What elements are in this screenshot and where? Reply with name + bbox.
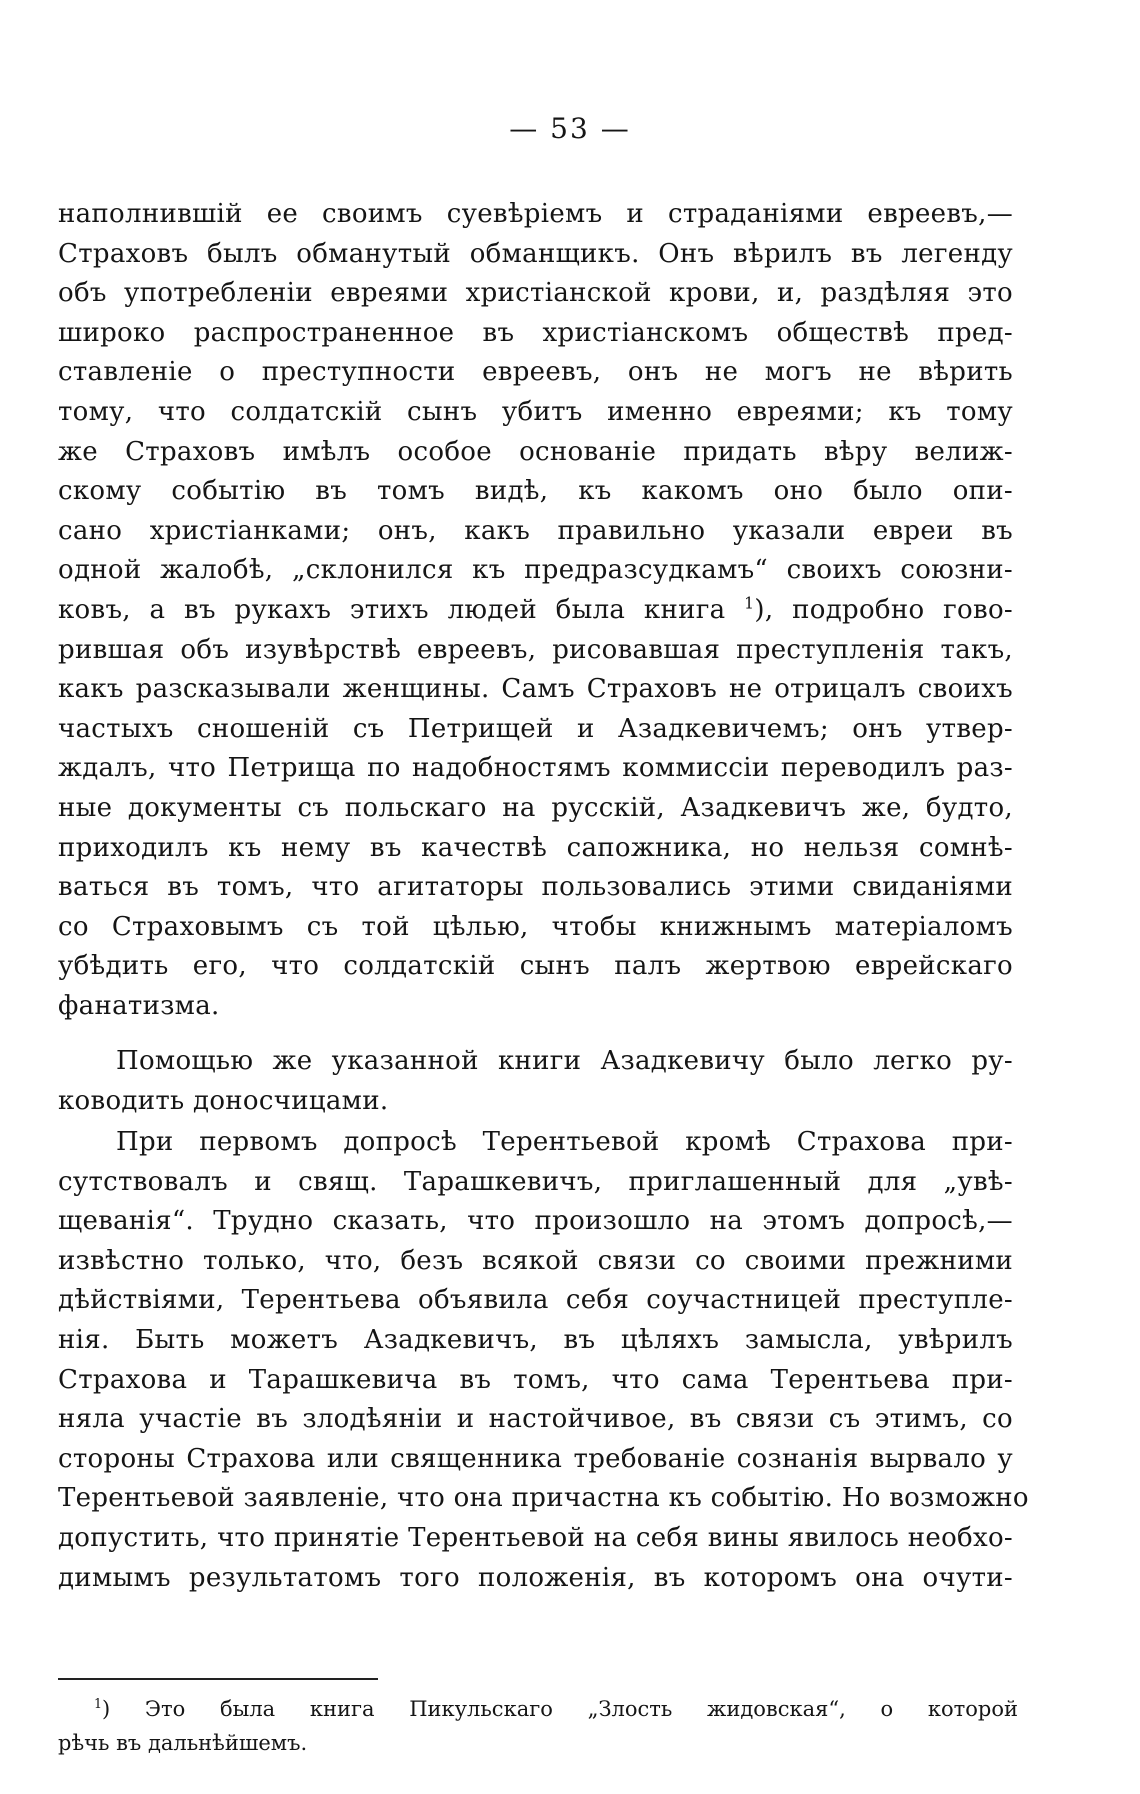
text-line: одной жалобѣ, „склонился къ предразсудкамъ“ своихъ союзни- <box>58 555 1013 586</box>
text-line: какъ разсказывали женщины. Самъ Страховъ не отрицалъ своихъ <box>58 674 1013 705</box>
text-line: сано христіанками; онъ, какъ правильно указали евреи въ <box>58 515 1013 546</box>
text-line: приходилъ къ нему въ качествѣ сапожника, но нельзя сомнѣ- <box>58 832 1013 863</box>
text-line: ководить доносчицами. <box>58 1085 389 1116</box>
footnote <box>58 1692 1018 1760</box>
text-line: нія. Быть можетъ Азадкевичъ, въ цѣляхъ замысла, увѣрилъ <box>58 1324 1013 1355</box>
line-text: ившая объ изувѣрствѣ евреевъ, рисовавшая преступленія такъ, <box>74 634 1013 665</box>
paragraph-2 <box>58 1042 1013 1121</box>
text-line-with-footnote-ref <box>58 591 1013 631</box>
text-line: дѣйствіями, Терентьева объявила себя соучастницей преступле- <box>58 1285 1013 1316</box>
text-line: ваться въ томъ, что агитаторы пользовались этими свиданіями <box>58 872 1013 903</box>
text-line: допустить, что принятіе Терентьевой на себя вины явилось необхо- <box>58 1522 1013 1553</box>
text-line: извѣстно только, что, безъ всякой связи со своими прежними <box>58 1245 1013 1276</box>
line-text: ковъ, а въ рукахъ этихъ людей была книга <box>58 594 726 625</box>
text-line: ные документы съ польскаго на русскій, Азадкевичъ же, будто, <box>58 792 1013 823</box>
text-line: Терентьевой заявленіе, что она причастна къ событію. Но возможно <box>58 1483 1029 1514</box>
text-line: ждалъ, что Петрища по надобностямъ коммиссіи переводилъ раз- <box>58 753 1013 784</box>
text-line: Страхова и Тарашкевича въ томъ, что сама Терентьева при- <box>58 1364 1013 1395</box>
text-line: димымъ результатомъ того положенія, въ которомъ она очути- <box>58 1562 1013 1593</box>
text-line: тому, что солдатскій сынъ убитъ именно евреями; къ тому <box>58 396 1013 427</box>
text-line: Помощью же указанной книги Азадкевичу было легко ру- <box>116 1046 1013 1076</box>
text-line: объ употребленіи евреями христіанской крови, и, раздѣляя это <box>58 278 1013 309</box>
text-line: скому событію въ томъ видѣ, къ какомъ оно было опи- <box>58 476 1013 507</box>
footnote-divider <box>58 1678 378 1680</box>
text-line: При первомъ допросѣ Терентьевой кромѣ Страхова при- <box>116 1127 1013 1157</box>
text-line: сутствовалъ и свящ. Тарашкевичъ, приглашенный для „увѣ- <box>58 1166 1013 1197</box>
text-line: фанатизма. <box>58 990 220 1021</box>
text-line: же Страховъ имѣлъ особое основаніе придать вѣру велиж- <box>58 436 1013 467</box>
text-line: со Страховымъ съ той цѣлью, чтобы книжнымъ матеріаломъ <box>58 911 1013 942</box>
text-line: широко распространенное въ христіанскомъ обществѣ пред- <box>58 317 1013 348</box>
paragraph-1 <box>58 195 1013 1026</box>
text-line: наполнившій ее своимъ суевѣріемъ и страданіями евреевъ,— <box>58 199 1013 229</box>
text-line: Страховъ былъ обманутый обманщикъ. Онъ вѣрилъ въ легенду <box>58 238 1013 269</box>
page-number: — 53 — <box>509 112 631 145</box>
text-line: убѣдить его, что солдатскій сынъ палъ жертвою еврейскаго <box>58 951 1013 982</box>
footnote-reference[interactable]: 1 <box>744 594 755 613</box>
text-line: стороны Страхова или священника требованіе сознанія вырвало у <box>58 1443 1013 1474</box>
footnote-text: ) Это была книга Пикульскаго „Злость жидовская“, о которой <box>102 1697 1018 1721</box>
text-line <box>58 631 1013 671</box>
paragraph-3 <box>58 1123 1029 1598</box>
line-text-prefix: р <box>58 634 75 665</box>
text-line: щеванія“. Трудно сказать, что произошло на этомъ допросѣ,— <box>58 1206 1013 1237</box>
text-line: ставленіе о преступности евреевъ, онъ не могъ не вѣрить <box>58 357 1013 388</box>
footnote-line: рѣчь въ дальнѣйшемъ. <box>58 1731 308 1755</box>
text-line: частыхъ сношеній съ Петрищей и Азадкевичемъ; онъ утвер- <box>58 713 1013 744</box>
footnote-marker: 1 <box>94 1696 103 1711</box>
footnote-line <box>58 1692 1018 1726</box>
text-line: няла участіе въ злодѣяніи и настойчивое, въ связи съ этимъ, со <box>58 1404 1013 1435</box>
line-text-suffix: ), подробно гово- <box>754 594 1013 625</box>
